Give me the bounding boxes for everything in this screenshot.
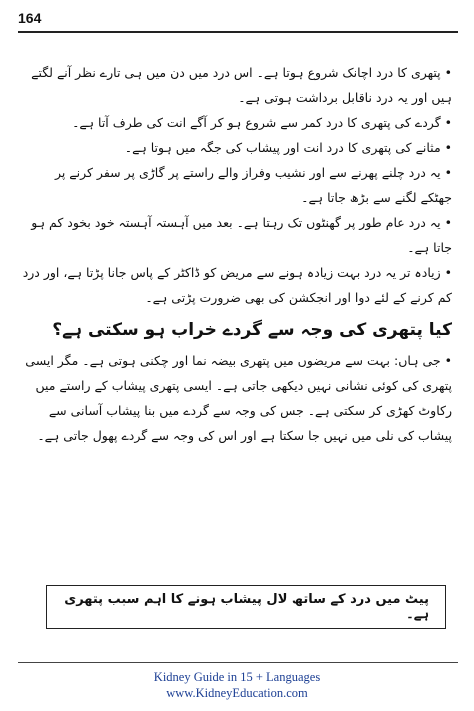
page-number: 164	[18, 10, 42, 26]
bullet-paragraph: • یہ درد عام طور پر گھنٹوں تک رہتا ہے۔ بعد میں آہستہ آہستہ خود بخود کم ہو جاتا ہے۔	[31, 215, 452, 255]
body-text	[22, 60, 452, 448]
bullet-paragraph: • پتھری کا درد اچانک شروع ہوتا ہے۔ اس درد میں دن میں ہی تارے نظر آنے لگتے ہیں اور یہ درد ناقابل برداشت ہوتی ہے۔	[31, 65, 452, 105]
bullet-paragraph: • مثانے کی پتھری کا درد انت اور پیشاب کی جگہ میں ہوتا ہے۔	[124, 140, 452, 155]
bullet-paragraph: • یہ درد چلنے پھرنے سے اور نشیب وفراز والے راستے پر گاڑی پر سفر کرنے پر جھٹکے لگنے سے بڑھ جاتا ہے۔	[54, 165, 452, 205]
header-divider	[18, 31, 458, 33]
callout-box	[46, 585, 446, 629]
section-heading: کیا پتھری کی وجہ سے گردے خراب ہو سکتی ہے؟	[52, 320, 452, 340]
footer-divider	[18, 662, 458, 663]
bullet-paragraph: • گردے کی پتھری کا درد کمر سے شروع ہو کر آگے انت کی طرف آتا ہے۔	[72, 115, 452, 130]
callout-text: پیٹ میں درد کے ساتھ لال پیشاب ہونے کا اہم سبب پتھری ہے۔	[64, 592, 429, 622]
footer-title: Kidney Guide in 15 + Languages	[153, 670, 321, 684]
bullet-paragraph: • زیادہ تر یہ درد بہت زیادہ ہونے سے مریض کو ڈاکٹر کے پاس جانا پڑتا ہے، اور درد کم کرنے کے لئے دوا اور انجکشن کی بھی ضرورت پڑتی ہے۔	[22, 265, 452, 305]
footer	[0, 669, 474, 701]
footer-website-link[interactable]: www.KidneyEducation.com	[166, 686, 308, 700]
answer-paragraph: • جی ہاں: بہت سے مریضوں میں پتھری بیضہ نما اور چکنی ہوتی ہے۔ مگر ایسی پتھری کی کوئی نشانی نہیں دیکھی جاتی ہے۔ ایسی پتھری پیشاب کے راستے میں رکاوٹ کھڑی کر سکتی ہے۔ جس کی وجہ سے گردے میں بنا پیشاب آسانی سے پیشاب کی نلی میں نہیں جا سکتا ہے اور اس کی وجہ سے گردے پھول جاتی ہے۔	[25, 353, 452, 443]
